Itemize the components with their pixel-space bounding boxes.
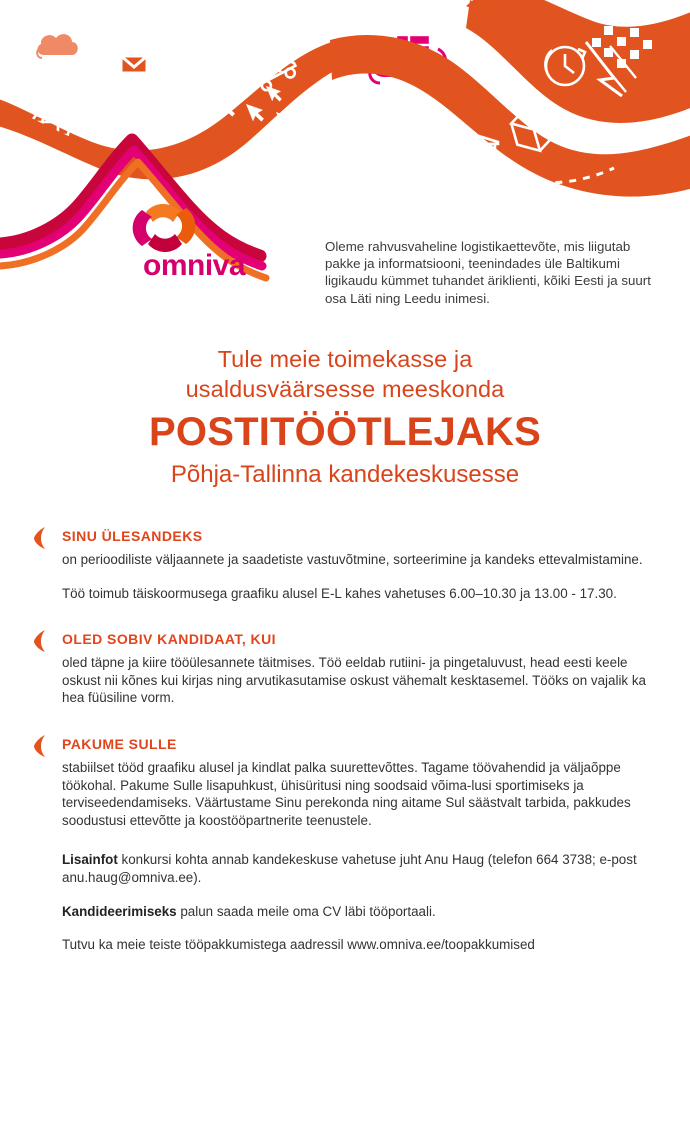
section-header [0, 525, 690, 551]
apply-paragraph [62, 903, 652, 921]
comma-bullet-icon [34, 629, 48, 653]
spacer [62, 920, 652, 936]
cloud-outline-icon [37, 34, 78, 58]
spacer [62, 887, 652, 903]
job-location: Põhja-Tallinna kandekeskusesse [170, 461, 520, 488]
contact-info-label: Lisainfot [62, 852, 118, 868]
intro-paragraph: Oleme rahvusvaheline logistikaettevõte, mis liigutab pakke ja informatsiooni, teenindades üle Baltikumi ligikaudu kümmet tuhandet äriklienti, kõiki Eesti ja suurt osa Läti ning Leedu inimesi. [325, 239, 651, 306]
spacer [62, 569, 652, 585]
gear-small-icon [319, 89, 357, 127]
section-sinu-ulesandeks [0, 525, 690, 602]
warehouse-icon [434, 132, 498, 180]
job-title: POSTITÖÖTLEJAKS [149, 410, 541, 454]
road-dashes [196, 28, 276, 44]
section-body [0, 551, 690, 602]
section-body [0, 654, 690, 707]
comma-bullet-icon [34, 734, 48, 758]
section-title: OLED SOBIV KANDIDAAT, KUI [62, 631, 276, 648]
spacer [0, 829, 690, 851]
monitor-email-icon [108, 56, 158, 108]
section-paragraph: on perioodiliste väljaannete ja saadetiste vastuvõtmine, sorteerimine ja kandeks ettevalmistamine. [62, 552, 643, 567]
section-header [0, 733, 690, 759]
section-paragraph: Töö toimub täiskoormusega graafiku alusel E-L kahes vahetuses 6.00–10.30 ja 13.00 - 17.30. [62, 585, 617, 601]
section-pakume-sulle [0, 733, 690, 829]
content-sections [0, 525, 690, 954]
contact-block [0, 851, 690, 953]
headline-lead-line-1: Tule meie toimekasse ja [217, 346, 473, 372]
more-jobs-text: Tutvu ka meie teiste tööpakkumistega aadressil www.omniva.ee/toopakkumised [62, 937, 535, 953]
spacer [0, 707, 690, 733]
headline-lead-line-2: usaldusväärsesse meeskonda [185, 376, 505, 402]
section-oled-sobiv-kandidaat [0, 628, 690, 707]
contact-info-paragraph [62, 851, 652, 886]
apply-label: Kandideerimiseks [62, 903, 177, 919]
section-paragraph: oled täpne ja kiire tööülesannete täitmises. Töö eeldab rutiini- ja pingetaluvust, head eesti keele oskust nii kõnes kui kirjas ning arvutikasutamise oskust vähemalt kesktasemel. Tööks on vajalik ka hea füüsiline vorm. [62, 655, 646, 706]
omniva-wordmark: omniva [143, 249, 246, 282]
headline-lead [0, 344, 690, 404]
section-body [0, 759, 690, 829]
headline-block [0, 344, 690, 491]
contact-info-text: konkursi kohta annab kandekeskuse vahetuse juht Anu Haug (telefon 664 3738; e-post anu.haug@omniva.ee). [62, 852, 637, 885]
section-header [0, 628, 690, 654]
section-title: SINU ÜLESANDEKS [62, 528, 203, 544]
section-title: PAKUME SULLE [62, 735, 177, 752]
section-paragraph: stabiilset tööd graafiku alusel ja kindlat palka suurettevõttes. Tagame töövahendid ja väljaõppe töökohal. Pakume Sulle lisapuhkust, ühisüritusi ning soodsaid võima-lusi sportimiseks ja terviseedendamiseks. Väärtustame Sinu perekonda ning aitame Sul säästvalt tarbida, pakkudes soodustusi ettevõtte ja koostööpartnerite teenustele. [62, 759, 631, 828]
apply-text: palun saada meile oma CV läbi tööportaali. [176, 903, 436, 919]
omniva-mark-icon [133, 204, 196, 252]
people-group-icon [396, 183, 444, 205]
spacer [0, 602, 690, 628]
brand-block [0, 130, 330, 330]
comma-bullet-icon [34, 526, 48, 550]
